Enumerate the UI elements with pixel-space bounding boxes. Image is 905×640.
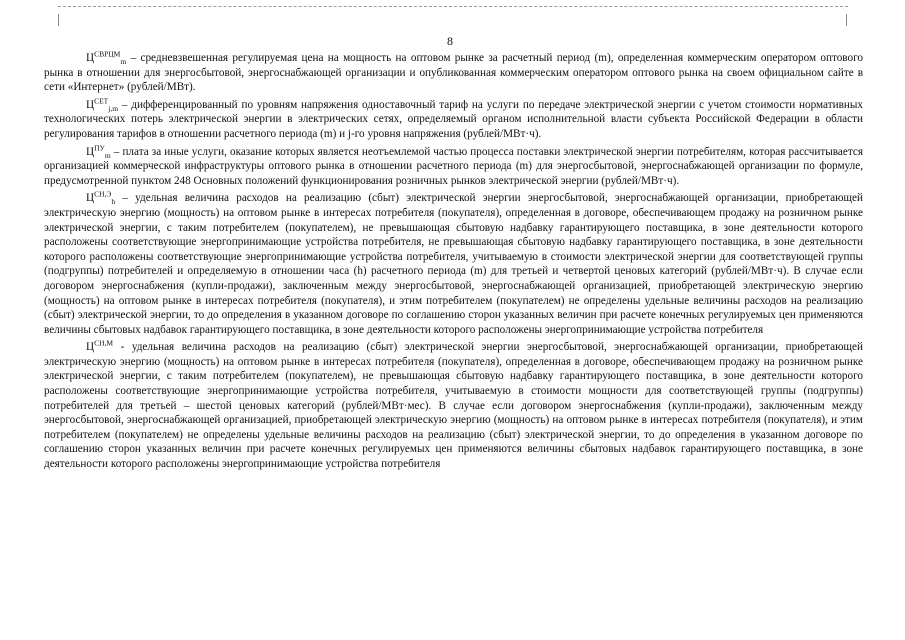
definition-text-1: – средневзвешенная регулируемая цена на мощность на оптовом рынке за расчетный период (m), определенная коммерческим оператором оптового рынка в отношении для энергосбытовой, энергоснабжающей организации и опубликованная коммерческим оператором оптового рынка на своем официальном сайте в сети «Интернет» (рублей/МВт).	[44, 52, 864, 94]
definition-paragraph-3	[44, 142, 864, 189]
definition-paragraph-5	[44, 340, 863, 471]
symbol-cn-e: $Ц^{СН,Э}_h$	[86, 189, 116, 207]
definition-paragraph-4	[44, 191, 863, 337]
scan-mark-left	[58, 14, 59, 26]
symbol-cvrcm: $Ц^{СВРЦМ}_m$	[86, 49, 127, 67]
definition-text-5: - удельная величина расходов на реализацию (сбыт) электрической энергии энергосбытовой, энергоснабжающей организации, приобретающей электрическую энергию (мощность) на оптовом рынке в интересах потребителя (покупателя), определенная в договоре, обеспечивающем продажу на розничном рынке электрической энергии, с таким потребителем (покупателем), не превышающая сбытовую надбавку гарантирующего поставщика, в зоне деятельности которого расположены соответствующие энергопринимающие устройства потребителя, учитываемую в стоимости мощности для соответствующей группы (подгруппы) потребителей для третьей – шестой ценовых категорий (рублей/МВт·мес). В случае если договором энергоснабжения (купли-продажи), заключенным между энергосбытовой, энергоснабжающей организацией, приобретающей электрическую энергию (мощность) на оптовом рынке в интересах потребителя (покупателя), и этим потребителем (покупателем) не определены удельные величины расходов на реализацию (сбыт) электрической энергии, то до определения в указанном договоре по соглашению сторон указанных величин при расчете конечных регулируемых цен применяются величины сбытовых надбавок гарантирующего поставщика, в зоне деятельности которого расположены энергопринимающие устройства потребителя	[44, 341, 863, 471]
scan-edge-top	[58, 6, 848, 8]
symbol-cet: $Ц^{СЕТ}_{j,m}$	[86, 96, 119, 114]
symbol-pu: $Ц^{ПУ}_m$	[86, 142, 111, 160]
definition-text-3: – плата за иные услуги, оказание которых является неотъемлемой частью процесса поставки электрической энергии потребителям, которая рассчитывается организацией коммерческой инфраструктуры оптового рынка в отношении расчетного периода (m) для энергосбытовой, энергоснабжающей организации по формуле, предусмотренной пунктом 248 Основных положений функционирования розничных рынков электрической энергии (рублей/МВт·ч).	[44, 145, 864, 187]
definition-text-4: – удельная величина расходов на реализацию (сбыт) электрической энергии энергосбытовой, энергоснабжающей организации, приобретающей электрическую энергию (мощность) на оптовом рынке в интересах потребителя (покупателя), определенная в договоре, обеспечивающем продажу на розничном рынке электрической энергии, с таким потребителем (покупателем), не превышающая сбытовую надбавку гарантирующего поставщика, в зоне деятельности которого расположены соответствующие энергопринимающие устройства потребителя, не превышающая сбытовую надбавку гарантирующего поставщика, в зоне деятельности которого расположены соответствующие энергопринимающие устройства потребителя, учитываемую в стоимости электрической энергии для соответствующей группы (подгруппы) потребителей и определяемую в отношении часа (h) расчетного периода (m) для третьей и четвертой ценовых категорий (рублей/МВт·ч). В случае если договором энергоснабжения (купли-продажи), заключенным между энергосбытовой, энергоснабжающей организацией, приобретающей электрическую энергию (мощность) на оптовом рынке в интересах потребителя (покупателя), и этим потребителем (покупателем) не определены удельные величины расходов на реализацию (сбыт) электрической энергии, то до определения в указанном договоре по соглашению сторон указанных величин при расчете конечных регулируемых цен применяются величины сбытовых надбавок гарантирующего поставщика, в зоне деятельности которого расположены энергопринимающие устройства потребителя	[44, 192, 863, 336]
page-number: 8	[447, 34, 453, 48]
symbol-cn-m: $Ц^{СН,М}$	[86, 338, 114, 354]
definition-paragraph-2	[44, 98, 863, 142]
definition-text-2: – дифференцированный по уровням напряжения одноставочный тариф на услуги по передаче электрической энергии с учетом стоимости нормативных технологических потерь электрической энергии в электрических сетях, определяемый органом исполнительной власти субъекта Российской Федерации в области регулирования тарифов в отношении расчетного периода (m) и j-го уровня напряжения (рублей/МВт·ч).	[44, 98, 863, 140]
definition-paragraph-1	[44, 51, 863, 95]
document-body	[44, 51, 863, 475]
scan-mark-right	[846, 14, 847, 26]
